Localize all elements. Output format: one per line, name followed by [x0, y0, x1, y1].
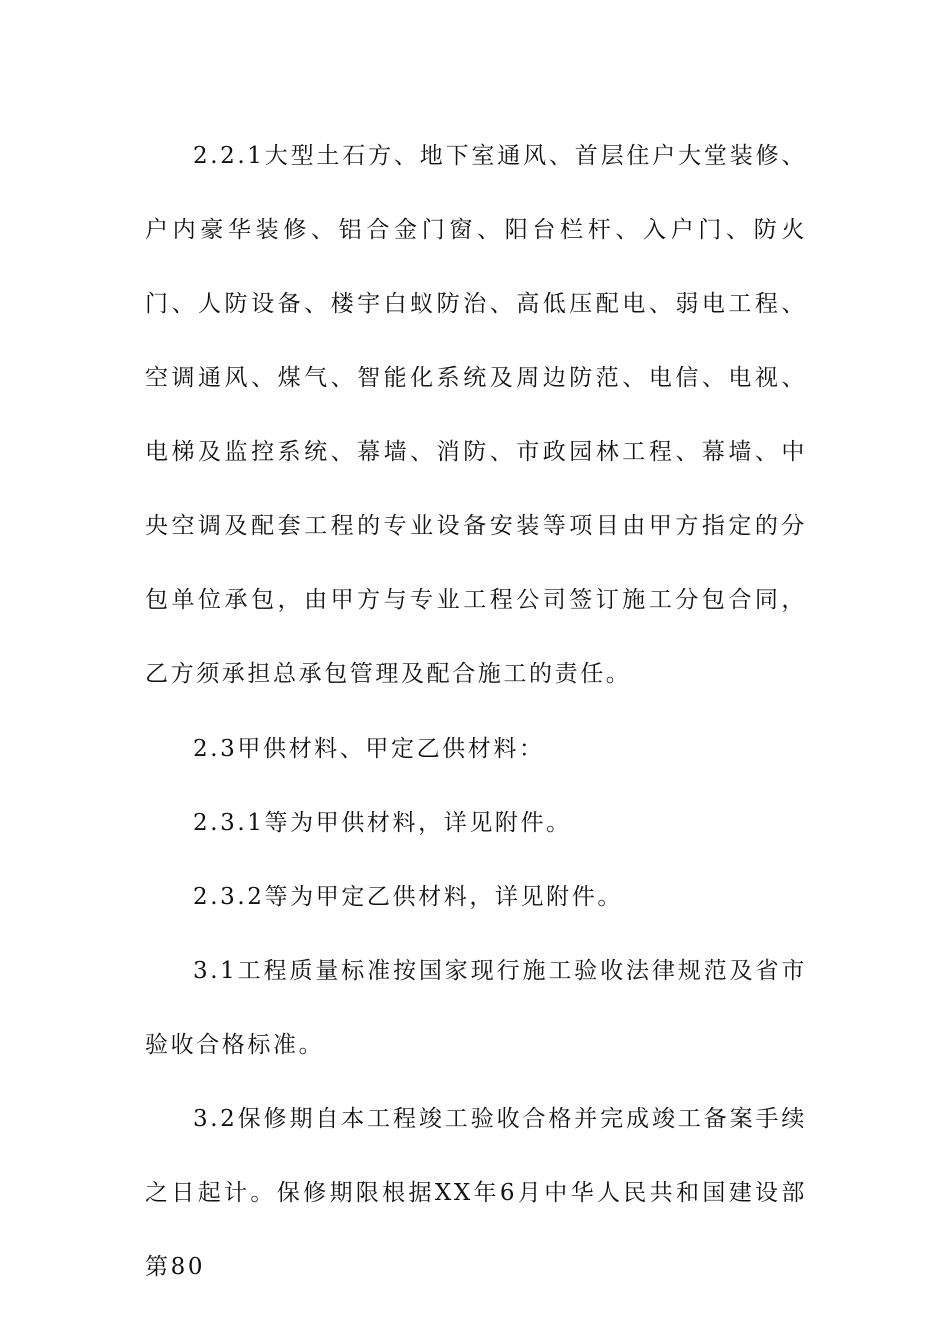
paragraph-2-2-1: 2.2.1大型土石方、地下室通风、首层住户大堂装修、户内豪华装修、铝合金门窗、阳台栏杆、入户门、防火门、人防设备、楼宇白蚁防治、高低压配电、弱电工程、空调通风、煤气、智能化系统及周边防范、电信、电视、电梯及监控系统、幕墙、消防、市政园林工程、幕墙、中央空调及配套工程的专业设备安装等项目由甲方指定的分包单位承包，由甲方与专业工程公司签订施工分包合同，乙方须承担总承包管理及配合施工的责任。	[145, 143, 807, 687]
paragraph-3-1: 3.1工程质量标准按国家现行施工验收法律规范及省市验收合格标准。	[145, 958, 807, 1058]
paragraph-2-3: 2.3甲供材料、甲定乙供材料：	[193, 736, 545, 762]
paragraph-2-3-2: 2.3.2等为甲定乙供材料，详见附件。	[193, 884, 623, 910]
paragraph-2-3-1: 2.3.1等为甲供材料，详见附件。	[193, 810, 572, 836]
paragraph-3-2: 3.2保修期自本工程竣工验收合格并完成竣工备案手续之日起计。保修期限根据XX年6月中华人民共和国建设部第80	[145, 1106, 807, 1280]
